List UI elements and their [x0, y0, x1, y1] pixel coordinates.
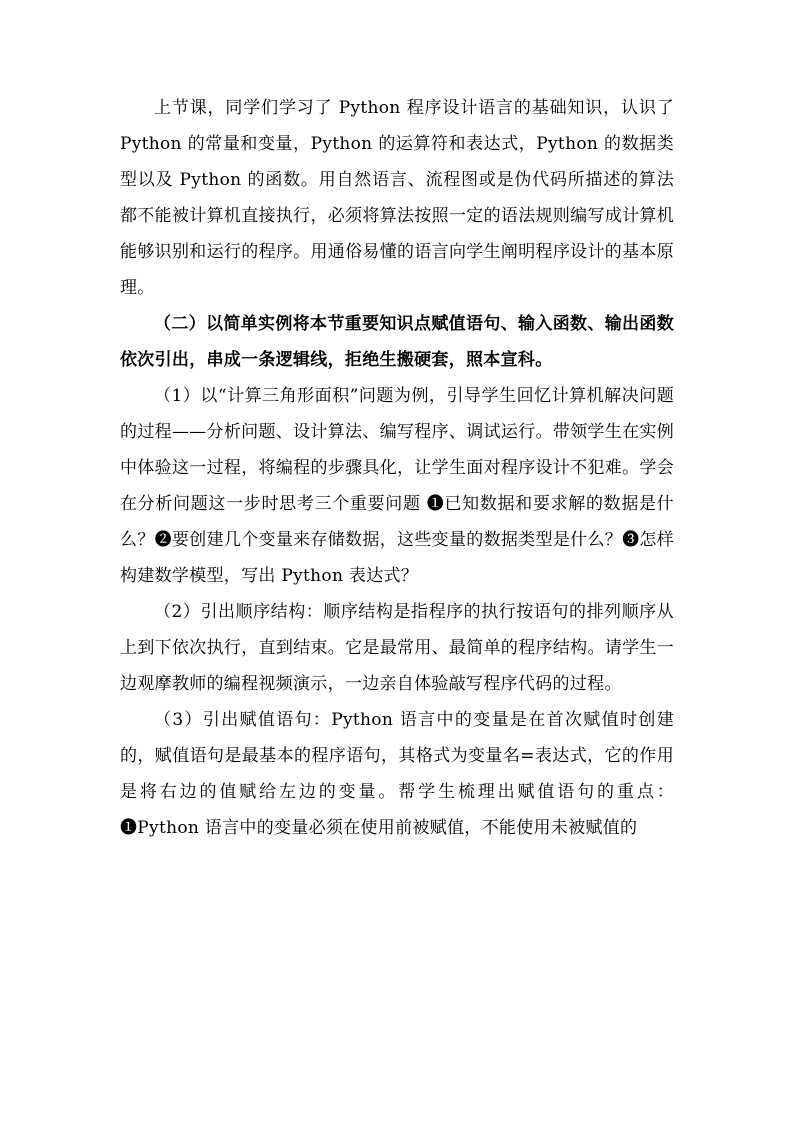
- paragraph-section-heading: （二）以简单实例将本节重要知识点赋值语句、输入函数、输出函数依次引出，串成一条逻辑线，拒绝生搬硬套，照本宣科。: [120, 314, 674, 370]
- paragraph-item-2: （2）引出顺序结构：顺序结构是指程序的执行按语句的排列顺序从上到下依次执行，直到结束。它是最常用、最简单的程序结构。请学生一边观摩教师的编程视频演示，一边亲自体验敲写程序代码的过程。: [120, 602, 674, 694]
- paragraph-item-3: （3）引出赋值语句：Python 语言中的变量是在首次赋值时创建的，赋值语句是最基本的程序语句，其格式为变量名=表达式，它的作用是将右边的值赋给左边的变量。帮学生梳理出赋值语句的重点：❶Python 语言中的变量必须在使用前被赋值，不能使用未被赋值的: [120, 710, 674, 838]
- paragraph-item-1: （1）以“计算三角形面积”问题为例，引导学生回忆计算机解决问题的过程——分析问题、设计算法、编写程序、调试运行。带领学生在实例中体验这一过程，将编程的步骤具化，让学生面对程序设计不犯难。学会在分析问题这一步时思考三个重要问题 ❶已知数据和要求解的数据是什么？❷要创建几个变量来存储数据，这些变量的数据类型是什么？❸怎样构建数学模型，写出 Python 表达式？: [120, 386, 674, 586]
- paragraph-intro: 上节课，同学们学习了 Python 程序设计语言的基础知识，认识了 Python 的常量和变量，Python 的运算符和表达式，Python 的数据类型以及 Python 的函数。用自然语言、流程图或是伪代码所描述的算法都不能被计算机直接执行，必须将算法按照一定的语法规则编写成计算机能够识别和运行的程序。用通俗易懂的语言向学生阐明程序设计的基本原理。: [120, 98, 674, 298]
